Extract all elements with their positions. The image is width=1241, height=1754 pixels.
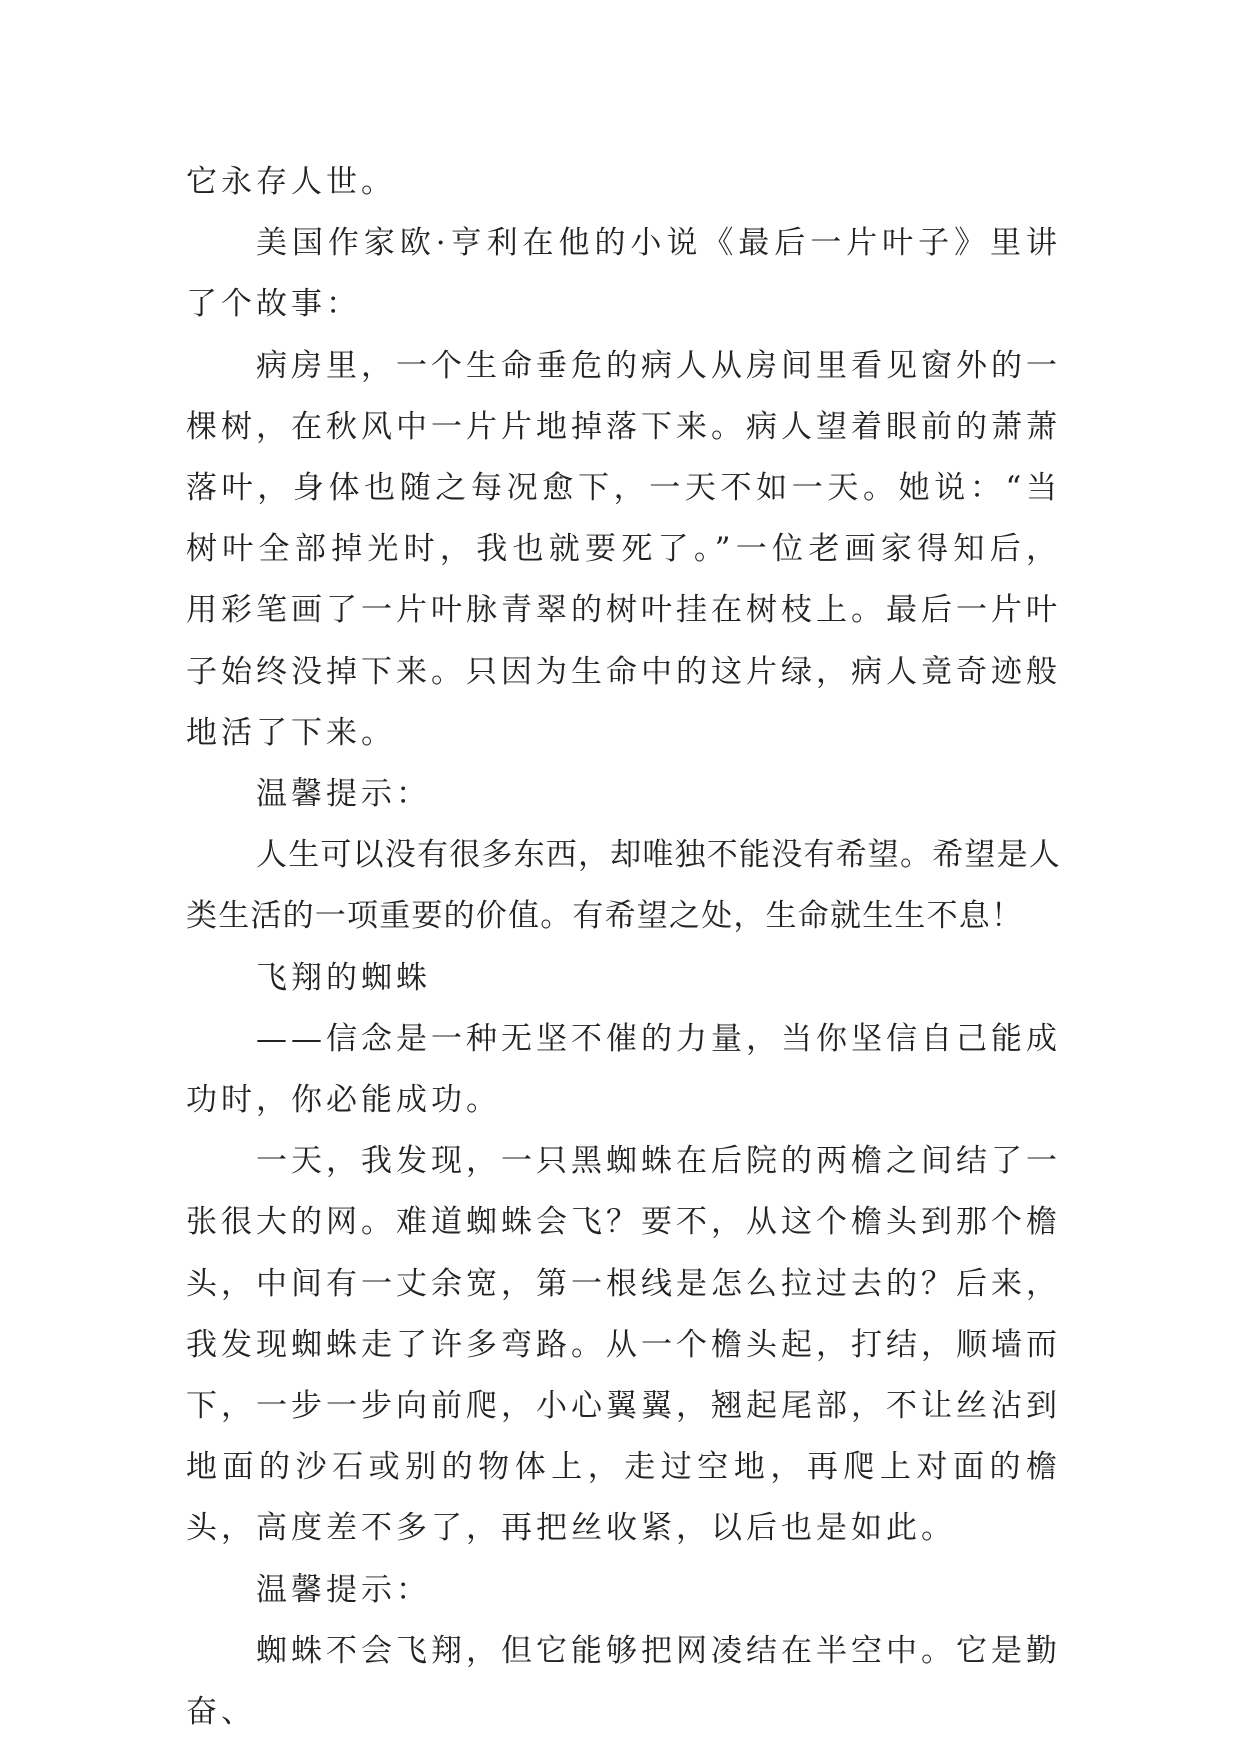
paragraph-tip-heading-2: 温馨提示： bbox=[256, 1571, 431, 1608]
paragraph-story-body: 病房里，一个生命垂危的病人从房间里看见窗外的一棵树，在秋风中一片片地掉落下来。病人望着眼前的萧萧落叶，身体也随之每况愈下，一天不如一天。她说：“当树叶全部掉光时，我也就要死了。”一位老画家得知后，用彩笔画了一片叶脉青翠的树叶挂在树枝上。最后一片叶子始终没掉下来。只因为生命中的这片绿，病人竟奇迹般地活了下来。 bbox=[186, 347, 1061, 751]
paragraph-story-intro: 美国作家欧·亨利在他的小说《最后一片叶子》里讲了个故事： bbox=[186, 225, 1061, 323]
paragraph-continuation: 它永存人世。 bbox=[186, 164, 396, 200]
paragraph-tip-body: 人生可以没有很多东西，却唯独不能没有希望。希望是人类生活的一项重要的价值。有希望之处，生命就生生不息！ bbox=[186, 837, 1061, 935]
paragraph-tip-heading: 温馨提示： bbox=[256, 776, 431, 813]
paragraph-spider-story: 一天，我发现，一只黑蜘蛛在后院的两檐之间结了一张很大的网。难道蜘蛛会飞？要不，从这个檐头到那个檐头，中间有一丈余宽，第一根线是怎么拉过去的？后来，我发现蜘蛛走了许多弯路。从一个檐头起，打结，顺墙而下，一步一步向前爬，小心翼翼，翘起尾部，不让丝沾到地面的沙石或别的物体上，走过空地，再爬上对面的檐头，高度差不多了，再把丝收紧，以后也是如此。 bbox=[186, 1143, 1061, 1547]
document-body bbox=[186, 152, 1061, 1743]
section-title: 飞翔的蜘蛛 bbox=[256, 959, 431, 996]
paragraph-tip-body-2: 蜘蛛不会飞翔，但它能够把网凌结在半空中。它是勤奋、 bbox=[186, 1632, 1061, 1731]
section-subtitle: ——信念是一种无坚不催的力量，当你坚信自己能成功时，你必能成功。 bbox=[186, 1020, 1061, 1119]
